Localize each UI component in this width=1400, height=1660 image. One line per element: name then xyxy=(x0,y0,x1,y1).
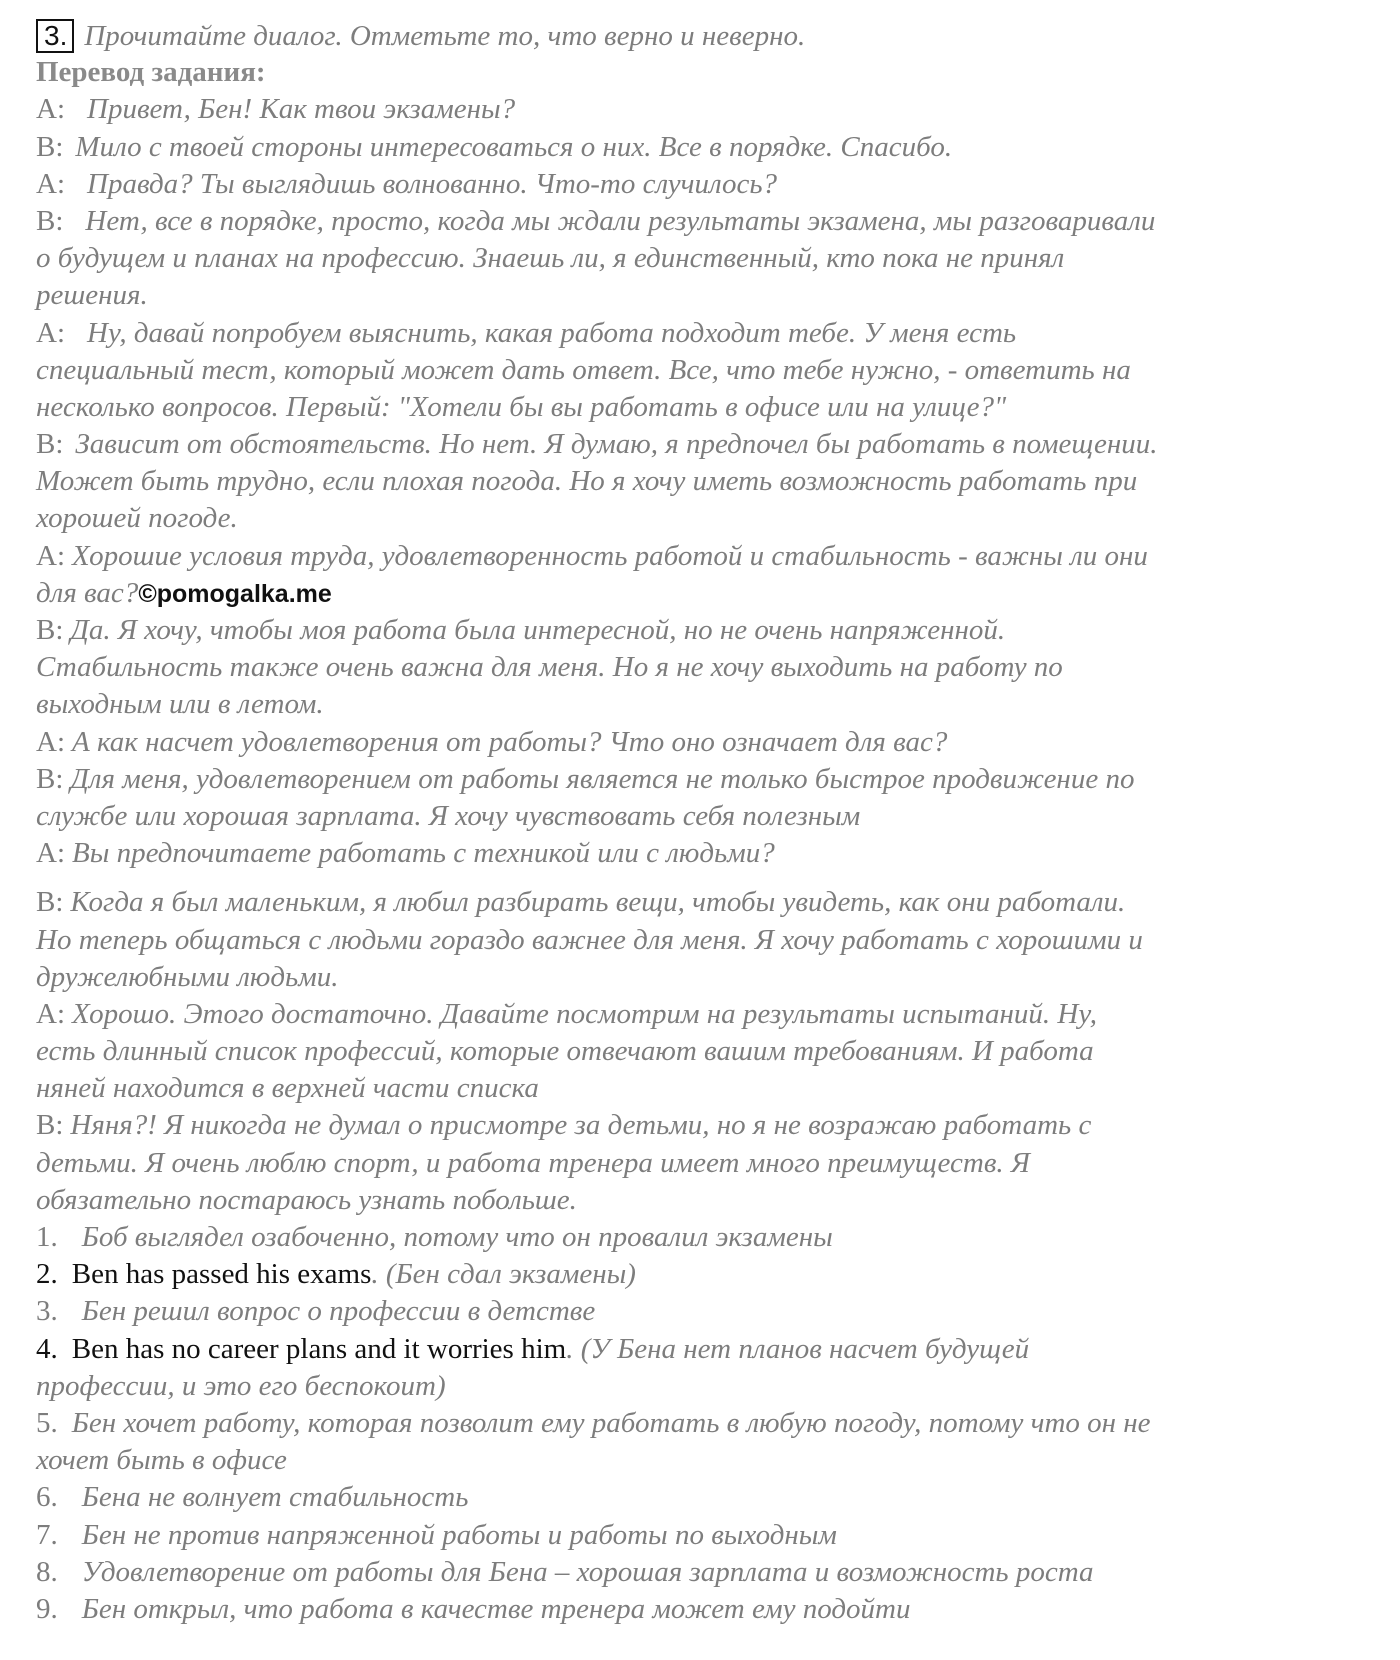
dialogue-text: Привет, Бен! Как твои экзамены? xyxy=(87,93,516,126)
dialogue-line: о будущем и планах на профессию. Знаешь ли, я единственный, кто пока не принял xyxy=(36,242,1065,275)
speaker-label: A: xyxy=(36,93,65,126)
dialogue-line xyxy=(36,538,1366,575)
dialogue-line: специальный тест, который может дать ответ. Все, что тебе нужно, - ответить на xyxy=(36,353,1131,386)
dialogue-line: обязательно постараюсь узнать побольше. xyxy=(36,1183,577,1216)
statement-translation: . (Бен сдал экзамены) xyxy=(371,1258,636,1291)
task-header xyxy=(36,18,1366,55)
task-number-box: 3. xyxy=(36,19,74,53)
statement-item xyxy=(36,1591,1366,1628)
dialogue-text: для вас? xyxy=(36,576,139,609)
dialogue-line: няней находится в верхней части списка xyxy=(36,1072,539,1105)
statement-number: 9. xyxy=(36,1592,58,1625)
statement-translation: . (У Бена нет планов насчет будущей xyxy=(566,1332,1030,1365)
dialogue-line: дружелюбными людьми. xyxy=(36,960,339,993)
dialogue-line: детьми. Я очень люблю спорт, и работа тренера имеет много преимуществ. Я xyxy=(36,1146,1030,1179)
dialogue-line: есть длинный список профессий, которые отвечают вашим требованиям. И работа xyxy=(36,1035,1094,1068)
speaker-label: A: xyxy=(36,316,65,349)
statement-item xyxy=(36,1331,1366,1368)
statement-number: 8. xyxy=(36,1555,58,1588)
dialogue-line xyxy=(36,835,1366,872)
dialogue-text: Ну, давай попробуем выяснить, какая работа подходит тебе. У меня есть xyxy=(87,316,1017,349)
dialogue-line xyxy=(36,724,1366,761)
speaker-label: A: xyxy=(36,167,65,200)
statement-english: Ben has passed his exams xyxy=(71,1258,372,1291)
statement-text: Бен решил вопрос о профессии в детстве xyxy=(81,1295,596,1328)
dialogue-line: выходным или в летом. xyxy=(36,688,324,721)
statement-number: 2. xyxy=(36,1258,58,1291)
dialogue-line xyxy=(36,91,1366,128)
statement-number: 7. xyxy=(36,1518,58,1551)
dialogue-text: Для меня, удовлетворением от работы является не только быстрое продвижение по xyxy=(70,762,1135,795)
statement-text: Бен хочет работу, которая позволит ему работать в любую погоду, потому что он не xyxy=(71,1406,1151,1439)
statement-number: 6. xyxy=(36,1481,58,1514)
statement-continuation: хочет быть в офисе xyxy=(36,1444,287,1477)
dialogue-text: Хорошо. Этого достаточно. Давайте посмотрим на результаты испытаний. Ну, xyxy=(72,997,1097,1030)
statement-item xyxy=(36,1256,1366,1293)
dialogue-line xyxy=(36,129,1366,166)
speaker-label: B: xyxy=(36,886,64,919)
statement-item xyxy=(36,1293,1366,1330)
dialogue-line xyxy=(36,315,1366,352)
dialogue-text: Да. Я хочу, чтобы моя работа была интересной, но не очень напряженной. xyxy=(70,614,1006,646)
statement-item xyxy=(36,1517,1366,1554)
translation-heading: Перевод задания: xyxy=(36,56,266,89)
dialogue-line xyxy=(36,575,1366,612)
task-instruction: Прочитайте диалог. Отметьте то, что верно и неверно. xyxy=(84,20,806,52)
dialogue-line xyxy=(36,203,1366,240)
statement-number: 1. xyxy=(36,1221,58,1253)
statement-continuation: профессии, и это его беспокоит) xyxy=(36,1369,446,1402)
dialogue-text: Когда я был маленьким, я любил разбирать вещи, чтобы увидеть, как они работали. xyxy=(70,886,1126,919)
speaker-label: A: xyxy=(36,997,65,1030)
dialogue-text: А как насчет удовлетворения от работы? Что оно означает для вас? xyxy=(72,725,948,758)
statement-text: Бен не против напряженной работы и работы по выходным xyxy=(81,1518,837,1551)
statement-item xyxy=(36,1405,1366,1442)
speaker-label: B: xyxy=(36,1109,64,1142)
speaker-label: B: xyxy=(36,428,64,461)
dialogue-line xyxy=(36,426,1366,463)
speaker-label: B: xyxy=(36,762,64,795)
speaker-label: B: xyxy=(36,130,64,163)
dialogue-text: Мило с твоей стороны интересоваться о них. Все в порядке. Спасибо. xyxy=(75,130,953,163)
statement-number: 4. xyxy=(36,1332,58,1365)
statement-item xyxy=(36,1219,1366,1256)
watermark: ©pomogalka.me xyxy=(138,579,332,608)
dialogue-line xyxy=(36,1107,1366,1144)
statement-text: Бен открыл, что работа в качестве тренера может ему подойти xyxy=(81,1592,911,1625)
statement-english: Ben has no career plans and it worries him xyxy=(71,1332,567,1365)
dialogue-line xyxy=(36,996,1366,1033)
dialogue-line: Может быть трудно, если плохая погода. Но я хочу иметь возможность работать при xyxy=(36,465,1138,498)
dialogue-line: Но теперь общаться с людьми гораздо важнее для меня. Я хочу работать с хорошими и xyxy=(36,923,1143,956)
dialogue-line xyxy=(36,884,1366,921)
speaker-label: A: xyxy=(36,837,65,870)
dialogue-line xyxy=(36,612,1366,649)
dialogue-line: хорошей погоде. xyxy=(36,502,238,535)
dialogue-line xyxy=(36,761,1366,798)
dialogue-line: несколько вопросов. Первый: "Хотели бы вы работать в офисе или на улице?" xyxy=(36,390,1007,423)
dialogue-text: Правда? Ты выглядишь волнованно. Что-то случилось? xyxy=(87,167,778,200)
textbook-page xyxy=(36,18,1366,1628)
dialogue-line: службе или хорошая зарплата. Я хочу чувствовать себя полезным xyxy=(36,799,861,832)
dialogue-line: Стабильность также очень важна для меня. Но я не хочу выходить на работу по xyxy=(36,651,1063,684)
speaker-label: A: xyxy=(36,539,65,572)
statement-number: 5. xyxy=(36,1406,58,1439)
statement-item xyxy=(36,1479,1366,1516)
paragraph-gap xyxy=(36,872,1366,884)
statement-text: Удовлетворение от работы для Бена – хорошая зарплата и возможность роста xyxy=(81,1555,1094,1588)
statement-text: Боб выглядел озабоченно, потому что он провалил экзамены xyxy=(81,1221,833,1253)
dialogue-line xyxy=(36,166,1366,203)
statement-item xyxy=(36,1554,1366,1591)
statement-text: Бена не волнует стабильность xyxy=(81,1481,469,1514)
speaker-label: B: xyxy=(36,614,64,646)
statement-number: 3. xyxy=(36,1295,58,1328)
dialogue-text: Хорошие условия труда, удовлетворенность работой и стабильность - важны ли они xyxy=(72,539,1148,572)
dialogue-text: Нет, все в порядке, просто, когда мы ждали результаты экзамена, мы разговаривали xyxy=(85,204,1156,237)
dialogue-text: Няня?! Я никогда не думал о присмотре за детьми, но я не возражаю работать с xyxy=(70,1109,1092,1142)
dialogue-line: решения. xyxy=(36,279,148,312)
speaker-label: A: xyxy=(36,725,65,758)
dialogue-text: Зависит от обстоятельств. Но нет. Я думаю, я предпочел бы работать в помещении. xyxy=(75,428,1158,461)
speaker-label: B: xyxy=(36,204,64,237)
dialogue-text: Вы предпочитаете работать с техникой или с людьми? xyxy=(72,837,775,870)
